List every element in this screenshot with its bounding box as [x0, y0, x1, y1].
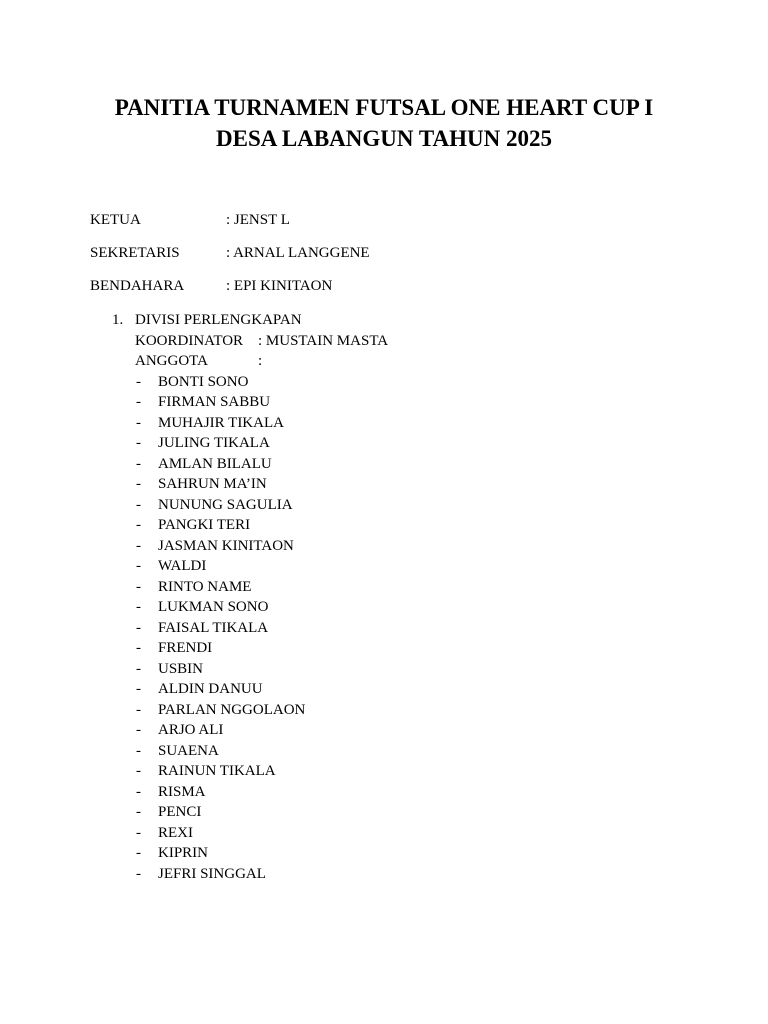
members-label: ANGGOTA [135, 353, 208, 369]
member-name: FIRMAN SABBU [158, 394, 271, 410]
member-name: NUNUNG SAGULIA [158, 496, 293, 513]
title-line-2: DESA LABANGUN TAHUN 2025 [216, 126, 552, 151]
officer-role: KETUA [90, 212, 141, 228]
member-name: REXI [158, 824, 193, 841]
bullet-dash: - [136, 619, 141, 636]
member-name: LUKMAN SONO [158, 599, 269, 615]
bullet-dash: - [136, 578, 141, 595]
bullet-dash: - [136, 722, 141, 738]
bullet-dash: - [136, 742, 141, 759]
bullet-dash: - [136, 640, 141, 656]
bullet-dash: - [136, 599, 141, 615]
coordinator-value: : MUSTAIN MASTA [258, 332, 389, 349]
bullet-dash: - [136, 476, 141, 492]
member-name: KIPRIN [158, 845, 209, 861]
member-name: RISMA [158, 783, 206, 800]
member-name: RINTO NAME [158, 578, 252, 595]
member-name: JULING TIKALA [158, 435, 270, 451]
bullet-dash: - [136, 783, 141, 800]
members-colon: : [258, 353, 263, 369]
bullet-dash: - [136, 763, 141, 779]
officer-role: BENDAHARA [90, 278, 185, 294]
member-name: PENCI [158, 804, 202, 820]
member-name: MUHAJIR TIKALA [158, 414, 284, 431]
officer-name: : EPI KINITAON [226, 278, 333, 294]
bullet-dash: - [136, 681, 141, 697]
member-name: AMLAN BILALU [158, 455, 272, 472]
member-name: FRENDI [158, 640, 213, 656]
bullet-dash: - [136, 660, 141, 677]
bullet-dash: - [136, 824, 141, 841]
coordinator-label: KOORDINATOR [135, 332, 244, 349]
bullet-dash: - [136, 394, 141, 410]
bullet-dash: - [136, 414, 141, 431]
bullet-dash: - [136, 537, 141, 554]
bullet-dash: - [136, 804, 141, 820]
division-number: 1. [112, 312, 124, 328]
bullet-dash: - [136, 701, 141, 718]
member-name: ARJO ALI [158, 722, 224, 738]
bullet-dash: - [136, 845, 141, 861]
member-name: WALDI [158, 558, 207, 574]
bullet-dash: - [136, 517, 141, 533]
bullet-dash: - [136, 435, 141, 451]
member-name: ALDIN DANUU [158, 681, 263, 697]
bullet-dash: - [136, 455, 141, 472]
member-name: SUAENA [158, 742, 219, 759]
member-name: FAISAL TIKALA [158, 619, 269, 636]
document-title [0, 92, 768, 154]
title-line-1: PANITIA TURNAMEN FUTSAL ONE HEART CUP I [114, 95, 654, 120]
bullet-dash: - [136, 558, 141, 574]
member-name: BONTI SONO [158, 373, 249, 390]
member-name: JEFRI SINGGAL [158, 865, 266, 882]
division-name: DIVISI PERLENGKAPAN [135, 312, 302, 328]
member-name: USBIN [158, 660, 204, 677]
member-name: PARLAN NGGOLAON [158, 701, 306, 718]
member-name: SAHRUN MA’IN [158, 476, 267, 492]
officer-name: : ARNAL LANGGENE [226, 245, 370, 261]
member-name: RAINUN TIKALA [158, 763, 276, 779]
bullet-dash: - [136, 373, 141, 390]
member-name: JASMAN KINITAON [158, 537, 294, 554]
officer-role: SEKRETARIS [90, 245, 180, 261]
bullet-dash: - [136, 865, 141, 882]
member-name: PANGKI TERI [158, 517, 251, 533]
bullet-dash: - [136, 496, 141, 513]
officer-name: : JENST L [226, 212, 290, 228]
